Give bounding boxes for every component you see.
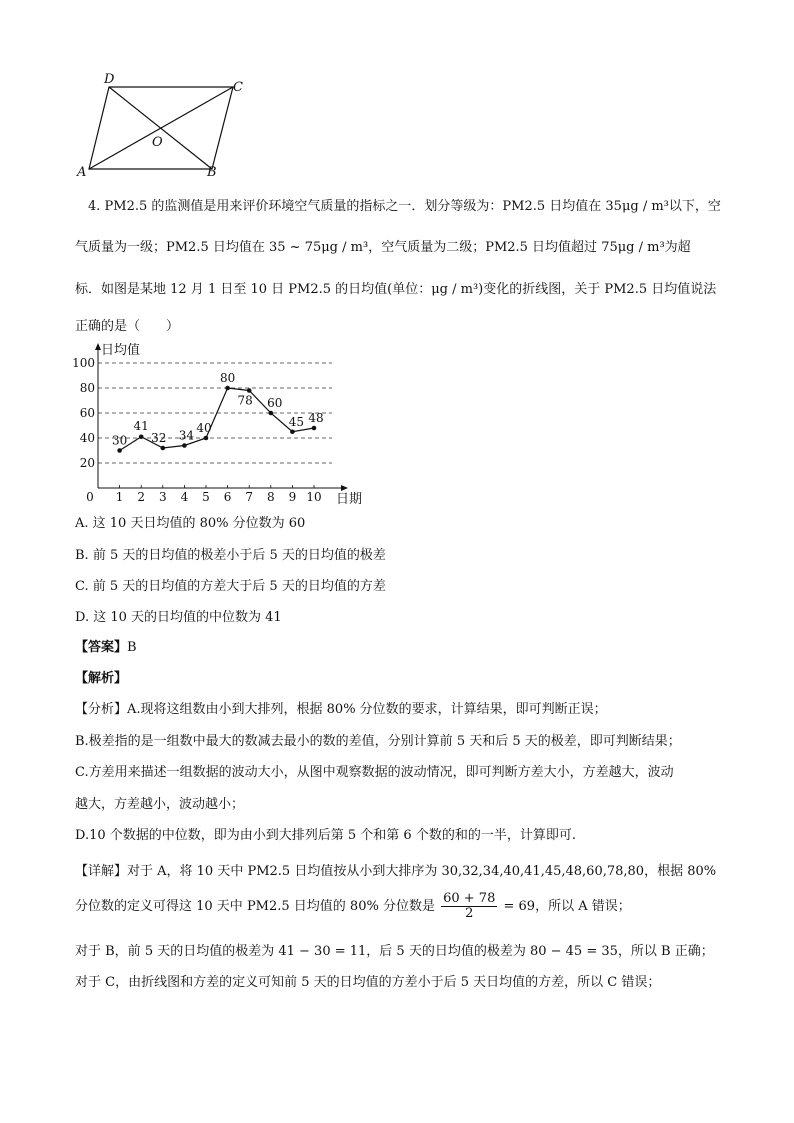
x-tick-label-2: 2 [137, 490, 146, 504]
fraction-denominator: 2 [465, 906, 474, 921]
x-tick-label-4: 4 [180, 490, 189, 504]
y-tick-label-80: 80 [79, 381, 95, 395]
x-tick-label-5: 5 [202, 490, 210, 504]
detail-line-3: 对于 B，前 5 天的日均值的极差为 41 − 30 = 11，后 5 天的日均值的极差为 80 − 45 = 35，所以 B 正确； [75, 944, 714, 959]
vertex-label-d: D [104, 72, 115, 87]
vertex-label-c: C [233, 80, 243, 95]
x-tick-label-3: 3 [158, 490, 167, 504]
question-line-2: 气质量为一级；PM2.5 日均值在 35 ~ 75μg / m³，空气质量为二级；PM2.5 日均值超过 75μg / m³为超 [75, 240, 691, 255]
analysis-tag: 【解析】 [75, 671, 128, 686]
data-label-3: 32 [151, 431, 167, 445]
x-tick-label-9: 9 [288, 490, 297, 504]
fenxi-line-3: C.方差用来描述一组数据的波动大小，从图中观察数据的波动情况，即可判断方差大小，方差越大，波动 [75, 765, 674, 780]
data-point-9 [290, 429, 295, 434]
data-label-4: 34 [178, 428, 195, 443]
y-tick-label-60: 60 [79, 406, 95, 420]
question-line-4: 正确的是（ ） [75, 319, 180, 334]
data-label-10: 48 [308, 411, 324, 425]
option-a: A. 这 10 天日均值的 80% 分位数为 60 [75, 516, 306, 531]
answer-tag: 【答案】 [75, 640, 128, 655]
data-point-4 [182, 443, 187, 448]
data-point-6 [225, 386, 230, 391]
question-line-1: 4. PM2.5 的监测值是用来评价环境空气质量的指标之一．划分等级为：PM2.5 日均值在 35μg / m³以下，空 [88, 199, 721, 214]
fenxi-line-1: 【分析】A.现将这组数由小到大排列，根据 80% 分位数的要求，计算结果，即可判断正误； [75, 702, 607, 717]
data-label-1: 30 [111, 433, 128, 448]
fenxi-line-2: B.极差指的是一组数中最大的数减去最小的数的差值，分别计算前 5 天和后 5 天的极差，即可判断结果； [75, 734, 681, 749]
detail-line-1: 【详解】对于 A，将 10 天中 PM2.5 日均值按从小到大排序为 30,32,34,40,41,45,48,60,78,80，根据 80% [75, 864, 717, 879]
x-axis-title: 日期 [336, 492, 363, 507]
x-tick-label-6: 6 [223, 490, 232, 504]
x-tick-label-10: 10 [306, 490, 322, 504]
detail-line-4: 对于 C，由折线图和方差的定义可知前 5 天的日均值的方差小于后 5 天日均值的方差，所以 C 错误； [75, 975, 661, 990]
y-tick-label-100: 100 [72, 356, 95, 370]
question-line-3: 标．如图是某地 12 月 1 日至 10 日 PM2.5 的日均值(单位：μg / m³)变化的折线图，关于 PM2.5 日均值说法 [75, 282, 717, 297]
x-tick-label-7: 7 [245, 490, 254, 504]
answer-value: B [127, 640, 137, 655]
x-tick-label-1: 1 [115, 490, 124, 504]
option-c: C. 前 5 天的日均值的方差大于后 5 天的日均值的方差 [75, 579, 386, 594]
data-label-9: 45 [288, 414, 305, 429]
fraction [441, 892, 497, 921]
origin-label: 0 [86, 490, 94, 504]
detail-line-2-text: 分位数的定义可得这 10 天中 PM2.5 日均值的 80% 分位数是 [75, 899, 435, 914]
data-label-8: 60 [267, 396, 283, 410]
data-point-5 [204, 436, 209, 441]
y-tick-label-20: 20 [79, 456, 95, 470]
data-label-7: 78 [237, 393, 253, 408]
option-d: D. 这 10 天的日均值的中位数为 41 [75, 610, 282, 625]
vertex-label-b: B [207, 165, 217, 180]
center-label-o: O [152, 135, 163, 150]
diagonal-db [109, 87, 212, 169]
fraction-numerator: 60 + 78 [443, 891, 496, 906]
data-label-6: 80 [219, 371, 236, 385]
detail-line-2 [75, 892, 631, 921]
data-point-2 [139, 434, 144, 439]
y-tick-label-40: 40 [79, 431, 95, 445]
data-point-1 [117, 448, 122, 453]
data-point-8 [269, 411, 274, 416]
data-point-10 [312, 426, 317, 431]
answer-line [75, 639, 137, 657]
parallelogram-figure [72, 66, 252, 182]
x-axis-arrow [341, 485, 348, 491]
x-tick-label-8: 8 [266, 490, 275, 504]
fenxi-line-4: 越大，方差越小，波动越小； [75, 797, 245, 812]
pm25-line-chart [70, 338, 370, 508]
data-label-5: 40 [196, 421, 212, 435]
data-label-2: 41 [133, 418, 149, 433]
y-axis-title: 日均值 [101, 343, 141, 358]
vertex-label-a: A [77, 165, 87, 180]
detail-line-2-result: = 69，所以 A 错误； [503, 899, 631, 914]
fenxi-line-5: D.10 个数据的中位数，即为由小到大排列后第 5 个和第 6 个数的和的一半，计算即可. [75, 828, 576, 843]
option-b: B. 前 5 天的日均值的极差小于后 5 天的日均值的极差 [75, 548, 386, 563]
data-point-7 [247, 388, 252, 393]
data-point-3 [161, 446, 166, 451]
